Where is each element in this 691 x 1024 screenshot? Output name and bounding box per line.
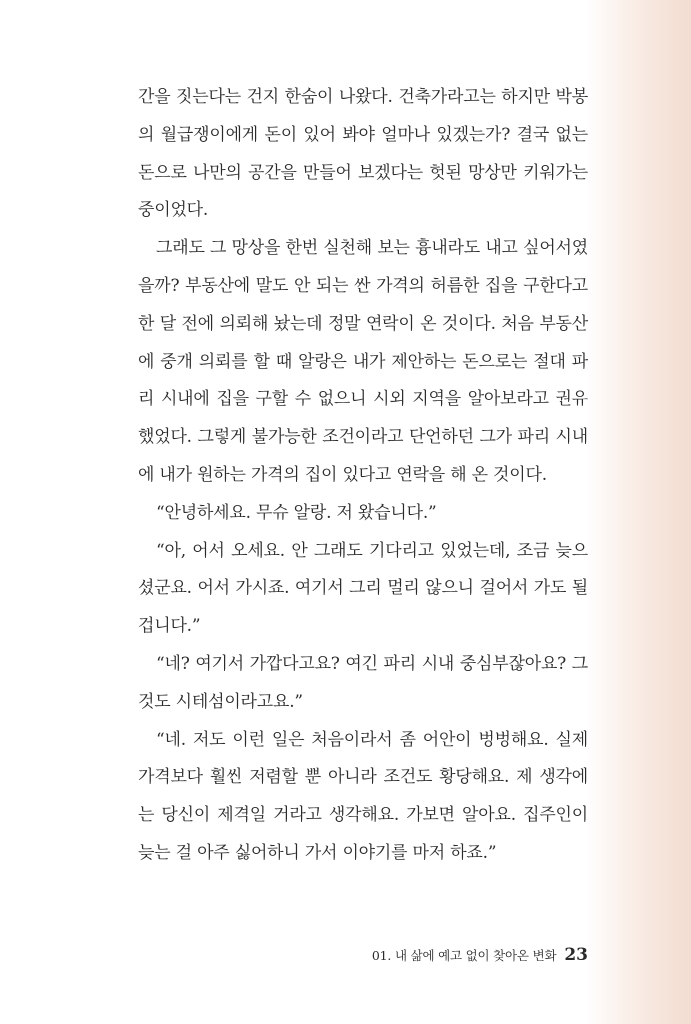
paragraph-2: 그래도 그 망상을 한번 실천해 보는 흉내라도 내고 싶어서였을까? 부동산에 말도 안 되는 싼 가격의 허름한 집을 구한다고 한 달 전에 의뢰해 놨는데 정말 연락이 온 것이다. 처음 부동산에 중개 의뢰를 할 때 알랑은 내가 제안하는 돈으로는 절대 파리 시내에 집을 구할 수 없으니 시외 지역을 알아보라고 권유했었다. 그렇게 불가능한 조건이라고 단언하던 그가 파리 시내에 내가 원하는 가격의 집이 있다고 연락을 해 온 것이다.: [138, 238, 588, 485]
running-chapter-title: 01. 내 삶에 예고 없이 찾아온 변화: [371, 948, 557, 963]
page-footer: [372, 945, 588, 965]
dialogue-line-1: “안녕하세요. 무슈 알랑. 저 왔습니다.”: [156, 502, 437, 523]
dialogue-line-4: “네. 저도 이런 일은 처음이라서 좀 어안이 벙벙해요. 실제 가격보다 훨씬 저렴할 뿐 아니라 조건도 황당해요. 제 생각에는 당신이 제격일 거라고 생각해요. 가보면 알아요. 집주인이 늦는 걸 아주 싫어하니 가서 이야기를 마저 하죠.”: [138, 729, 588, 863]
dialogue-line-2: “아, 어서 오세요. 안 그래도 기다리고 있었는데, 조금 늦으셨군요. 어서 가시죠. 여기서 그리 멀리 않으니 걸어서 가도 될 겁니다.”: [138, 540, 588, 637]
paragraph-1: 간을 짓는다는 건지 한숨이 나왔다. 건축가라고는 하지만 박봉의 월급쟁이에게 돈이 있어 봐야 얼마나 있겠는가? 결국 없는 돈으로 나만의 공간을 만들어 보겠다는 헛된 망상만 키워가는 중이었다.: [138, 87, 588, 221]
page-number: 23: [564, 945, 588, 965]
body-text: [138, 79, 588, 873]
dialogue-line-3: “네? 여기서 가깝다고요? 여긴 파리 시내 중심부잖아요? 그것도 시테섬이라고요.”: [138, 653, 588, 712]
